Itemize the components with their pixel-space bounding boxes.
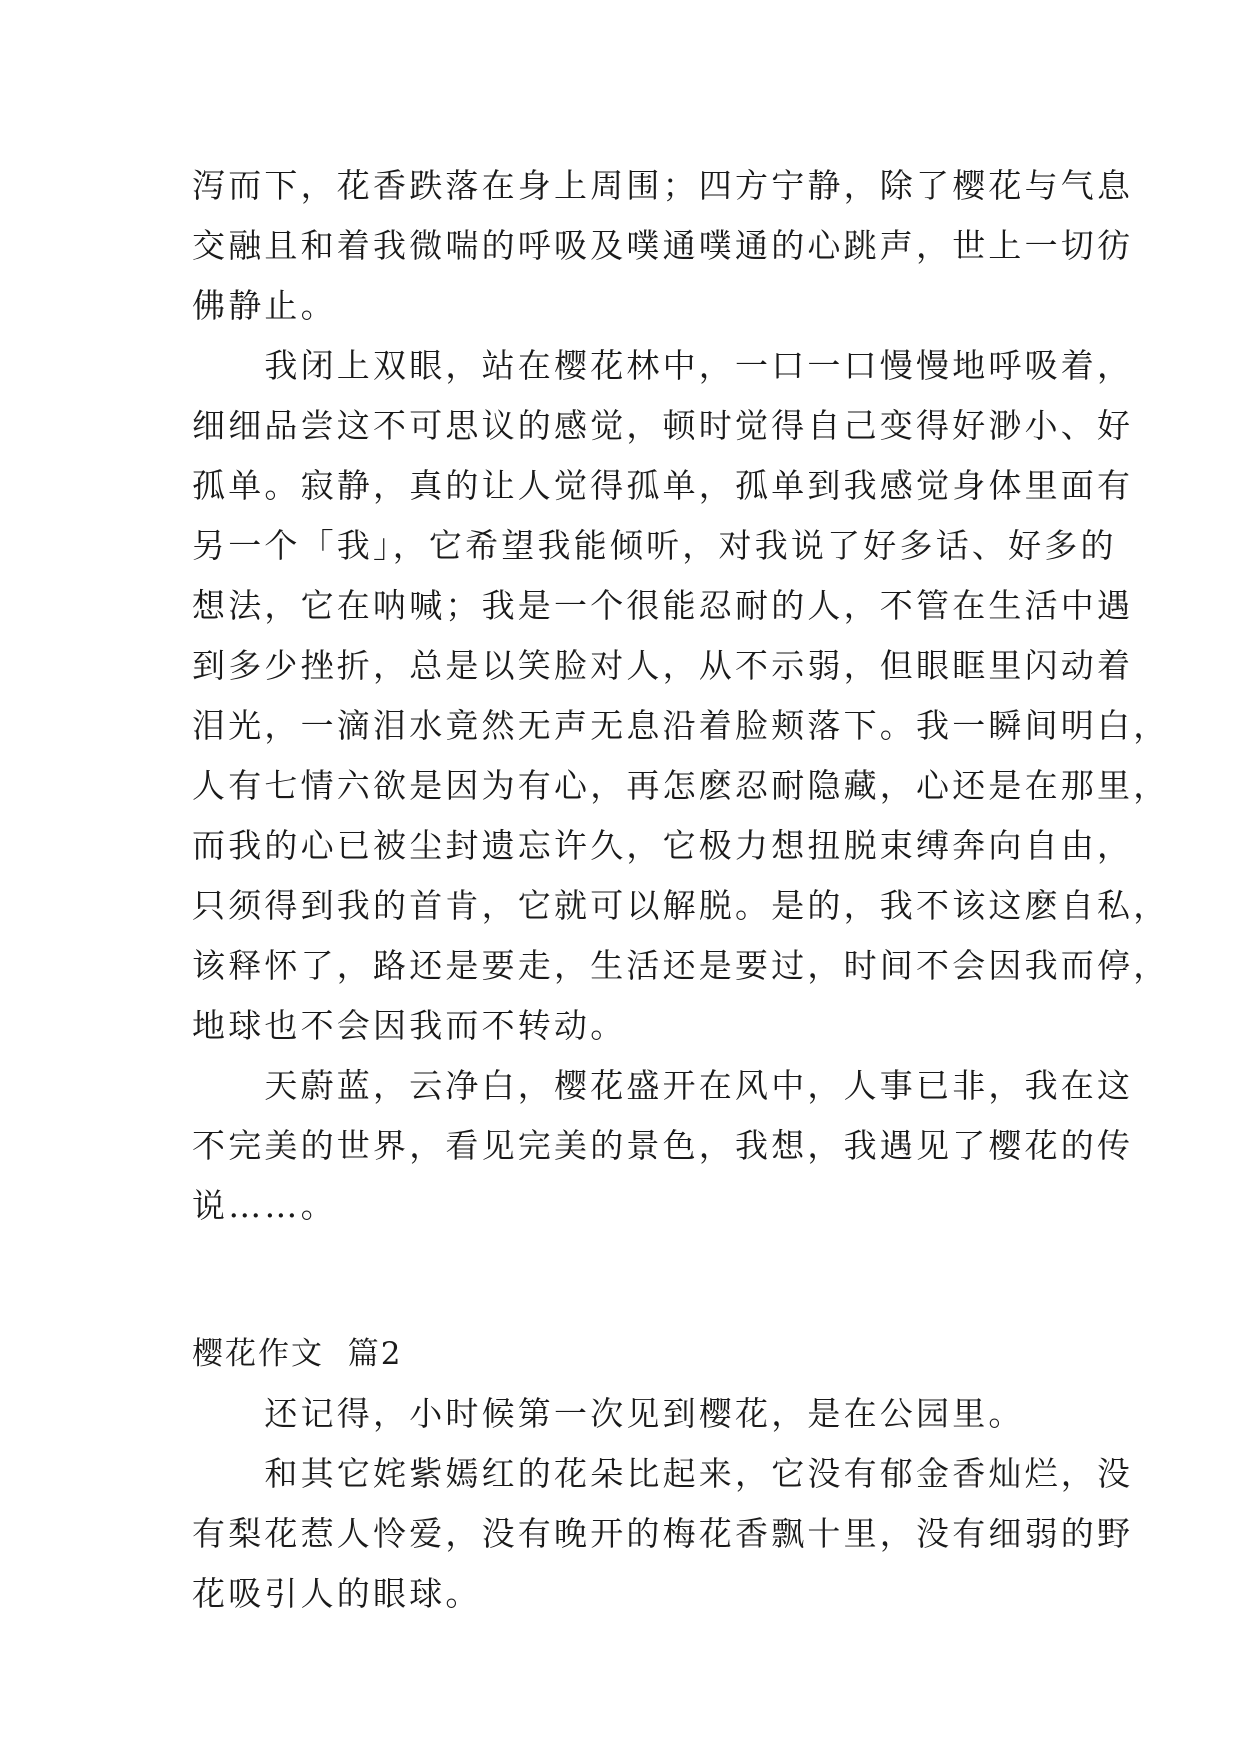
text-line: 泪光，一滴泪水竟然无声无息沿着脸颊落下。我一瞬间明白， (192, 706, 1170, 745)
essay-section-1 (192, 156, 1170, 1236)
text-line: 泻而下，花香跌落在身上周围；四方宁静，除了樱花与气息 (192, 166, 1134, 205)
text-line: 而我的心已被尘封遗忘许久，它极力想扭脱束缚奔向自由， (192, 826, 1134, 865)
text-line: 花吸引人的眼球。 (192, 1574, 482, 1613)
text-line: 不完美的世界，看见完美的景色，我想，我遇见了樱花的传 (192, 1126, 1134, 1165)
text-line: 我闭上双眼，站在樱花林中，一口一口慢慢地呼吸着， (192, 346, 1134, 385)
text-line: 孤单。寂静，真的让人觉得孤单，孤单到我感觉身体里面有 (192, 466, 1134, 505)
text-line: 细细品尝这不可思议的感觉，顿时觉得自己变得好渺小、好 (192, 406, 1134, 445)
essay-section-2 (192, 1324, 1134, 1624)
text-line: 还记得，小时候第一次见到樱花，是在公园里。 (192, 1394, 1025, 1433)
section-heading: 樱花作文 篇2 (192, 1336, 403, 1372)
text-line: 天蔚蓝，云净白，樱花盛开在风中，人事已非，我在这 (192, 1066, 1134, 1105)
document-page (192, 156, 1170, 1624)
text-line: 人有七情六欲是因为有心，再怎麽忍耐隐藏，心还是在那里， (192, 766, 1170, 805)
text-line: 和其它姹紫嫣红的花朵比起来，它没有郁金香灿烂，没 (192, 1454, 1134, 1493)
text-line: 有梨花惹人怜爱，没有晚开的梅花香飘十里，没有细弱的野 (192, 1514, 1134, 1553)
text-line: 想法，它在呐喊；我是一个很能忍耐的人，不管在生活中遇 (192, 586, 1134, 625)
text-line: 说……。 (192, 1186, 337, 1225)
text-line: 该释怀了，路还是要走，生活还是要过，时间不会因我而停， (192, 946, 1170, 985)
text-line: 到多少挫折，总是以笑脸对人，从不示弱，但眼眶里闪动着 (192, 646, 1134, 685)
text-line: 另一个「我」，它希望我能倾听，对我说了好多话、好多的 (192, 526, 1117, 565)
text-line: 只须得到我的首肯，它就可以解脱。是的，我不该这麽自私， (192, 886, 1170, 925)
text-line: 地球也不会因我而不转动。 (192, 1006, 627, 1045)
text-line: 佛静止。 (192, 286, 337, 325)
text-line: 交融且和着我微喘的呼吸及噗通噗通的心跳声，世上一切彷 (192, 226, 1134, 265)
section-spacer (192, 1236, 1062, 1324)
